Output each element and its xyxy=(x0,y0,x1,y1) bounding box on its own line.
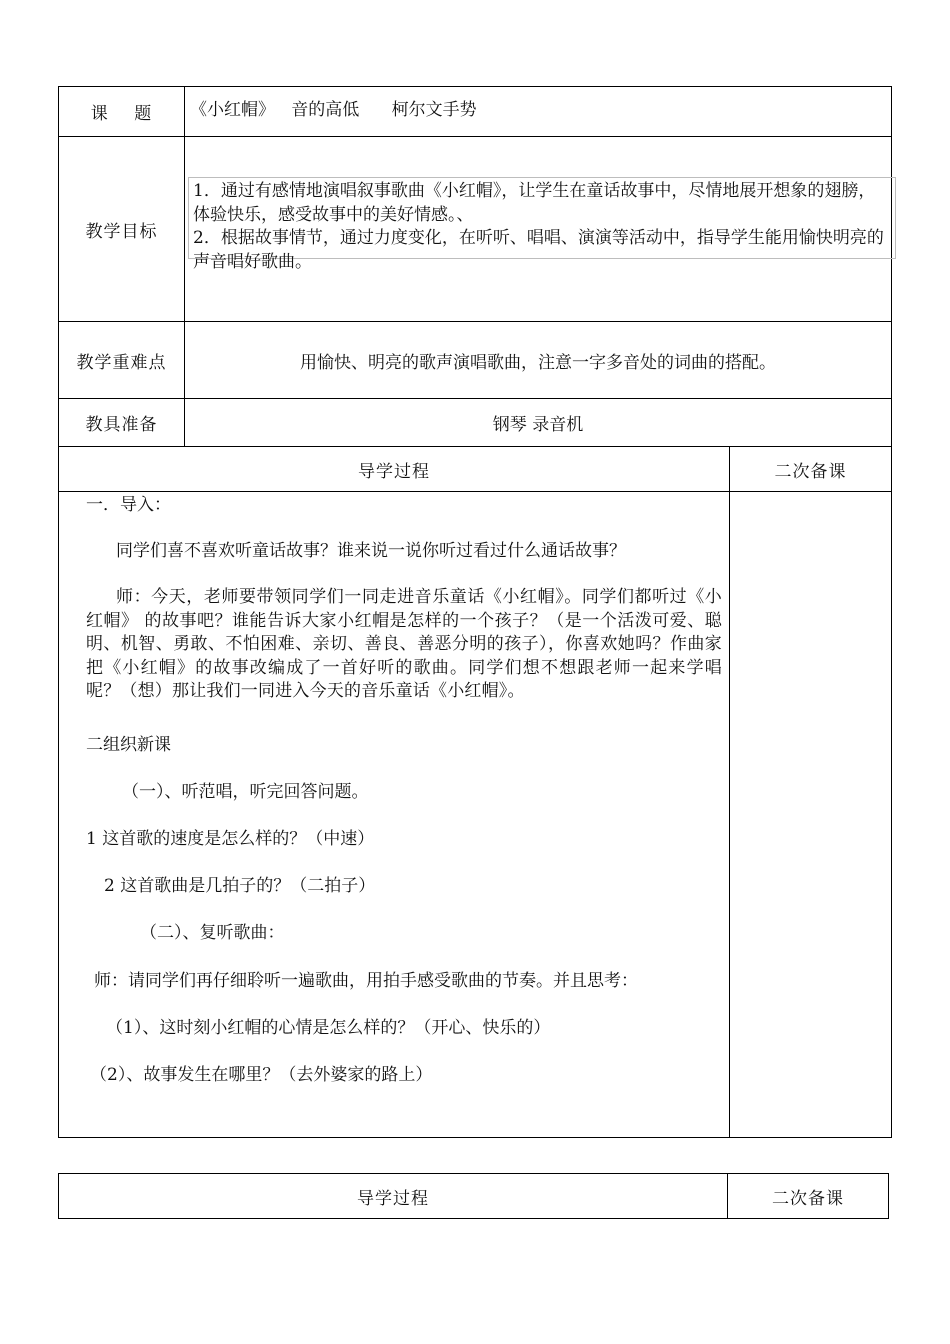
question-2: 2 这首歌曲是几拍子的？（二拍子） xyxy=(104,876,376,896)
intro-heading: 一．导入： xyxy=(86,495,171,515)
process-header-2: 导学过程 xyxy=(357,1188,429,1209)
keypoints-value: 用愉快、明亮的歌声演唱歌曲，注意一字多音处的词曲的搭配。 xyxy=(300,352,776,373)
tools-label: 教具准备 xyxy=(85,415,158,435)
topic-value: 《小红帽》 音的高低 柯尔文手势 xyxy=(190,100,477,120)
goals-label: 教学目标 xyxy=(85,221,158,242)
topic-label: 课 题 xyxy=(90,104,153,124)
point-2: （2）、故事发生在哪里？（去外婆家的路上） xyxy=(90,1065,433,1085)
goal-item-1: 1．通过有感情地演唱叙事歌曲《小红帽》，让学生在童话故事中，尽情地展开想象的翅膀，体验快乐，感受故事中的美好情感。、 xyxy=(193,181,876,225)
section-new-lesson: 二组织新课 xyxy=(86,735,171,755)
subsection-relisten: （二）、复听歌曲： xyxy=(140,923,285,943)
second-prep-header-2: 二次备课 xyxy=(772,1188,844,1209)
intro-teacher-paragraph: 师：今天，老师要带领同学们一同走进音乐童话《小红帽》。同学们都听过《小红帽》 的故事吧？谁能告诉大家小红帽是怎样的一个孩子？（是一个活泼可爱、聪明、机智、勇敢、不怕困难、亲切、善良、善恶分明的孩子），你喜欢她吗？作曲家把《小红帽》的故事改编成了一首好听的歌曲。同学们想不想跟老师一起来学唱呢？（想）那让我们一同进入今天的音乐童话《小红帽》。 xyxy=(86,587,722,701)
point-1: （1）、这时刻小红帽的心情是怎么样的？（开心、快乐的） xyxy=(106,1018,551,1038)
tools-value: 钢琴 录音机 xyxy=(492,415,584,435)
subsection-listen: （一）、听范唱，听完回答问题。 xyxy=(122,782,369,802)
second-prep-header: 二次备课 xyxy=(774,461,847,482)
question-1: 1 这首歌的速度是怎么样的？（中速） xyxy=(86,829,375,849)
process-header: 导学过程 xyxy=(358,461,430,482)
intro-question: 同学们喜不喜欢听童话故事？谁来说一说你听过看过什么通话故事？ xyxy=(116,541,626,561)
teacher-instruction: 师：请同学们再仔细聆听一遍歌曲，用拍手感受歌曲的节奏。并且思考： xyxy=(94,971,638,991)
goals-box xyxy=(188,177,896,272)
keypoints-label: 教学重难点 xyxy=(76,352,167,373)
goal-item-2: 2．根据故事情节，通过力度变化，在听听、唱唱、演演等活动中，指导学生能用愉快明亮的声音唱好歌曲。 xyxy=(193,228,884,272)
